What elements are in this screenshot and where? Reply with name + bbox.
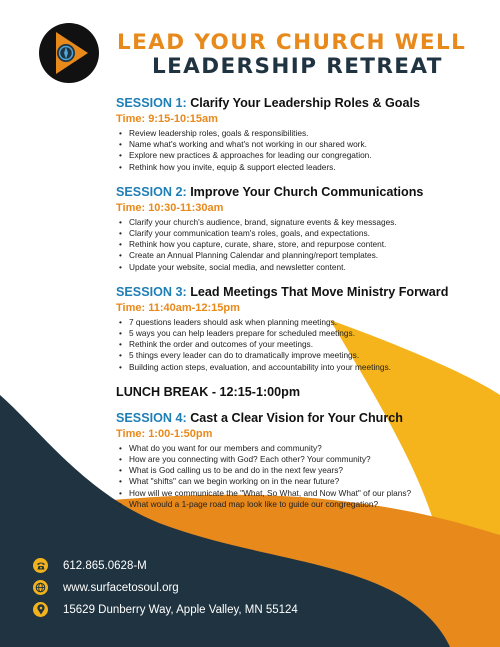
- list-item: • 5 things every leader can do to dramatically improve meetings.: [129, 350, 491, 361]
- logo: [38, 22, 100, 84]
- list-item: • 7 questions leaders should ask when planning meetings.: [129, 317, 491, 328]
- list-item: • Review leadership roles, goals & responsibilities.: [129, 128, 491, 139]
- list-item: • Clarify your communication team's roles, goals, and expectations.: [129, 228, 491, 239]
- session-label: SESSION 3:: [116, 284, 187, 299]
- session-items: [116, 128, 491, 173]
- session-items: [116, 317, 491, 373]
- session-time: Time: 10:30-11:30am: [116, 201, 224, 214]
- list-item: • Create an Annual Planning Calendar and planning/report templates.: [129, 250, 491, 261]
- session-items: [116, 217, 491, 273]
- location-pin-icon: [33, 602, 48, 617]
- session-heading: [116, 184, 491, 200]
- list-item: • What is God calling us to be and do in the next few years?: [129, 465, 491, 476]
- list-item: • Building action steps, evaluation, and accountability into your meetings.: [129, 362, 491, 373]
- list-item: • Rethink how you capture, curate, share, store, and repurpose content.: [129, 239, 491, 250]
- list-item: • Update your website, social media, and newsletter content.: [129, 262, 491, 273]
- session-label: SESSION 4:: [116, 410, 187, 425]
- website-link[interactable]: www.surfacetosoul.org: [63, 581, 179, 594]
- session-heading: [116, 284, 491, 300]
- list-item: • What do you want for our members and community?: [129, 443, 491, 454]
- list-item: • Explore new practices & approaches for leading our congregation.: [129, 150, 491, 161]
- session-label: SESSION 2:: [116, 184, 187, 199]
- session-1: [116, 95, 491, 173]
- title-line-2: LEADERSHIP RETREAT: [152, 54, 443, 79]
- list-item: • Name what's working and what's not working in our shared work.: [129, 139, 491, 150]
- session-time: Time: 9:15-10:15am: [116, 113, 218, 125]
- list-item: • Rethink the order and outcomes of your meetings.: [129, 339, 491, 350]
- session-heading: [116, 410, 491, 426]
- phone-icon: [33, 558, 48, 573]
- session-time: Time: 1:00-1:50pm: [116, 427, 213, 440]
- session-4: [116, 410, 491, 510]
- list-item: • How are you connecting with God? Each other? Your community?: [129, 454, 491, 465]
- session-label: SESSION 1:: [116, 96, 187, 110]
- list-item: • How will we communicate the "What, So What, and Now What" of our plans?: [129, 488, 491, 499]
- list-item: • Rethink how you invite, equip & support elected leaders.: [129, 162, 491, 173]
- list-item: • What would a 1-page road map look like to guide our congregation?: [129, 499, 491, 510]
- agenda: [116, 95, 491, 510]
- title-line-1: LEAD YOUR CHURCH WELL: [117, 30, 467, 55]
- session-title: Lead Meetings That Move Ministry Forward: [190, 284, 449, 299]
- list-item: • 5 ways you can help leaders prepare for scheduled meetings.: [129, 328, 491, 339]
- phone-number[interactable]: 612.865.0628-M: [63, 559, 147, 572]
- globe-icon: [33, 580, 48, 595]
- session-heading: [116, 95, 491, 111]
- session-time: Time: 11:40am-12:15pm: [116, 301, 240, 314]
- contact-address: [33, 602, 298, 617]
- session-2: [116, 184, 491, 273]
- list-item: • Clarify your church's audience, brand, signature events & key messages.: [129, 217, 491, 228]
- address-text: 15629 Dunberry Way, Apple Valley, MN 55124: [63, 603, 298, 616]
- list-item: • What "shifts" can we begin working on in the near future?: [129, 476, 491, 487]
- session-title: Clarify Your Leadership Roles & Goals: [190, 96, 420, 110]
- contact-website: [33, 580, 179, 595]
- session-title: Cast a Clear Vision for Your Church: [190, 410, 403, 425]
- session-title: Improve Your Church Communications: [190, 184, 424, 199]
- session-items: [116, 443, 491, 510]
- session-3: [116, 284, 491, 373]
- lunch-break: LUNCH BREAK - 12:15-1:00pm: [116, 384, 301, 399]
- contact-phone: [33, 558, 147, 573]
